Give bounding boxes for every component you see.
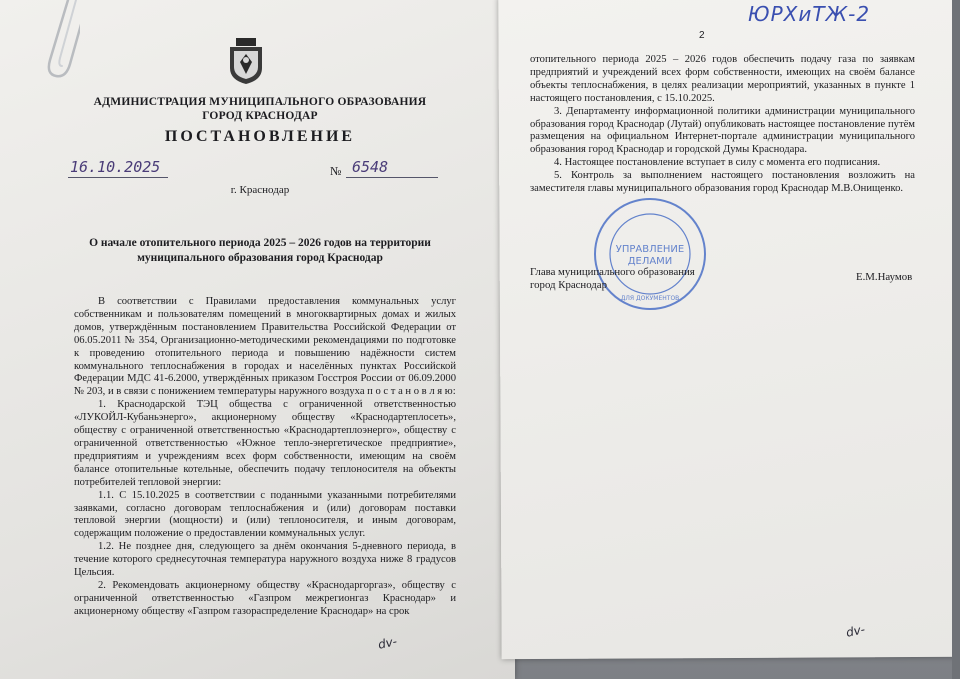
clause-2-continuation: отопительного периода 2025 – 2026 годов обеспечить подачу газа по заявкам предприятий и учреждений всех форм собственности, имеющих на своём балансе объекты теплоснабжения, в целях реализации мероприятий, указанных в пункте 1 настоящего постановления, с 15.10.2025. — [530, 54, 915, 104]
right-page-body — [530, 54, 915, 196]
city-line: г. Краснодар — [230, 184, 290, 196]
office-stamp-icon — [592, 196, 708, 312]
administration-name-line-2: ГОРОД КРАСНОДАР — [202, 110, 318, 122]
date-underline — [68, 177, 168, 178]
number-sign: № — [330, 164, 342, 178]
preamble-paragraph: В соответствии с Правилами предоставления коммунальных услуг собственникам и пользователям помещений в многоквартирных домах и жилых домов, утверждённым постановлением Правительства Российской Федерации от 06.05.2011 № 354, Организационно-методическими рекомендациями по подготовке к проведению отопительного периода и повышению надёжности систем коммунального теплоснабжения в городах и населённых пунктах Российской Федерации МДС 41-6.2000, утверждённых приказом Госстроя России от 06.09.2000 № 203, и в связи с понижением температуры наружного воздуха п о с т а н о в л я ю: — [74, 296, 456, 398]
clause-1-paragraph: 1. Краснодарской ТЭЦ общества с ограниченной ответственностью «ЛУКОЙЛ-Кубаньэнерго», акционерному обществу «Краснодартеплосеть», обществу с ограниченной ответственностью «Краснодартеплоэнерго», обществу с ограниченной ответственностью «Южное тепло-энергетическое предприятие», предприятиям и учреждениям всех форм собственности, имеющим на своём балансе отопительные котельные, обеспечить подачу теплоносителя на объекты потребителей тепловой энергии: — [74, 399, 456, 488]
clause-3-paragraph: 3. Департаменту информационной политики администрации муниципального образования город Краснодар (Лутай) опубликовать настоящее постановление путём размещения на официальном Интернет-портале администрации муниципального образования город Краснодар и городской Думы Краснодара. — [530, 105, 915, 156]
page-edge — [952, 0, 960, 679]
document-subject — [60, 236, 460, 266]
signature-title-line-1: Глава муниципального образования — [530, 266, 695, 278]
paperclip-icon — [40, 0, 80, 90]
clause-1-1-paragraph: 1.1. С 15.10.2025 в соответствии с поданными указанными потребителями заявками, согласно договорам теплоснабжения и (или) договорам поставки тепловой энергии (мощности) и (или) теплоносителя, и иным договорам, содержащим положение о предоставлении коммунальных услуг. — [74, 489, 456, 540]
handwritten-initials-right: dv- — [844, 622, 867, 640]
signature-block — [530, 266, 695, 292]
administration-name-line-1: АДМИНИСТРАЦИЯ МУНИЦИПАЛЬНОГО ОБРАЗОВАНИЯ — [93, 96, 427, 108]
handwritten-corner-note: ЮРХиТЖ-2 — [748, 2, 871, 26]
stamp-line-1: УПРАВЛЕНИЕ — [615, 244, 685, 255]
handwritten-initials-left: dv- — [376, 634, 399, 652]
subject-line-2: муниципального образования город Краснодар — [137, 252, 383, 264]
clause-1-2-paragraph: 1.2. Не позднее дня, следующего за днём окончания 5-дневного периода, в течение которого среднесуточная температура наружного воздуха ниже 8 градусов Цельсия. — [74, 541, 456, 579]
clause-5-paragraph: 5. Контроль за выполнением настоящего постановления возложить на заместителя главы муниципального образования город Краснодар М.В.Онищенко. — [530, 170, 915, 195]
document-title: ПОСТАНОВЛЕНИЕ — [164, 128, 356, 145]
coat-of-arms-icon — [226, 38, 266, 84]
left-page-body — [74, 296, 456, 619]
stamp-line-2: ДЕЛАМИ — [627, 256, 673, 267]
handwritten-date: 16.10.2025 — [70, 158, 161, 176]
signature-title-line-2: город Краснодар — [530, 279, 607, 291]
clause-2-paragraph: 2. Рекомендовать акционерному обществу «Краснодаргоргаз», обществу с ограниченной ответственностью «Газпром межрегионгаз Краснодар» и акционерному обществу «Газпром газораспределение Краснодар» на срок — [74, 579, 456, 617]
handwritten-document-number: 6548 — [352, 158, 389, 176]
number-underline — [346, 177, 438, 178]
subject-line-1: О начале отопительного периода 2025 – 2026 годов на территории — [89, 237, 431, 249]
clause-4-paragraph: 4. Настоящее постановление вступает в силу с момента его подписания. — [554, 157, 881, 169]
signatory-name: Е.М.Наумов — [856, 271, 913, 283]
stamp-ring-text: ДЛЯ ДОКУМЕНТОВ — [620, 295, 680, 302]
page-number: 2 — [699, 30, 705, 41]
